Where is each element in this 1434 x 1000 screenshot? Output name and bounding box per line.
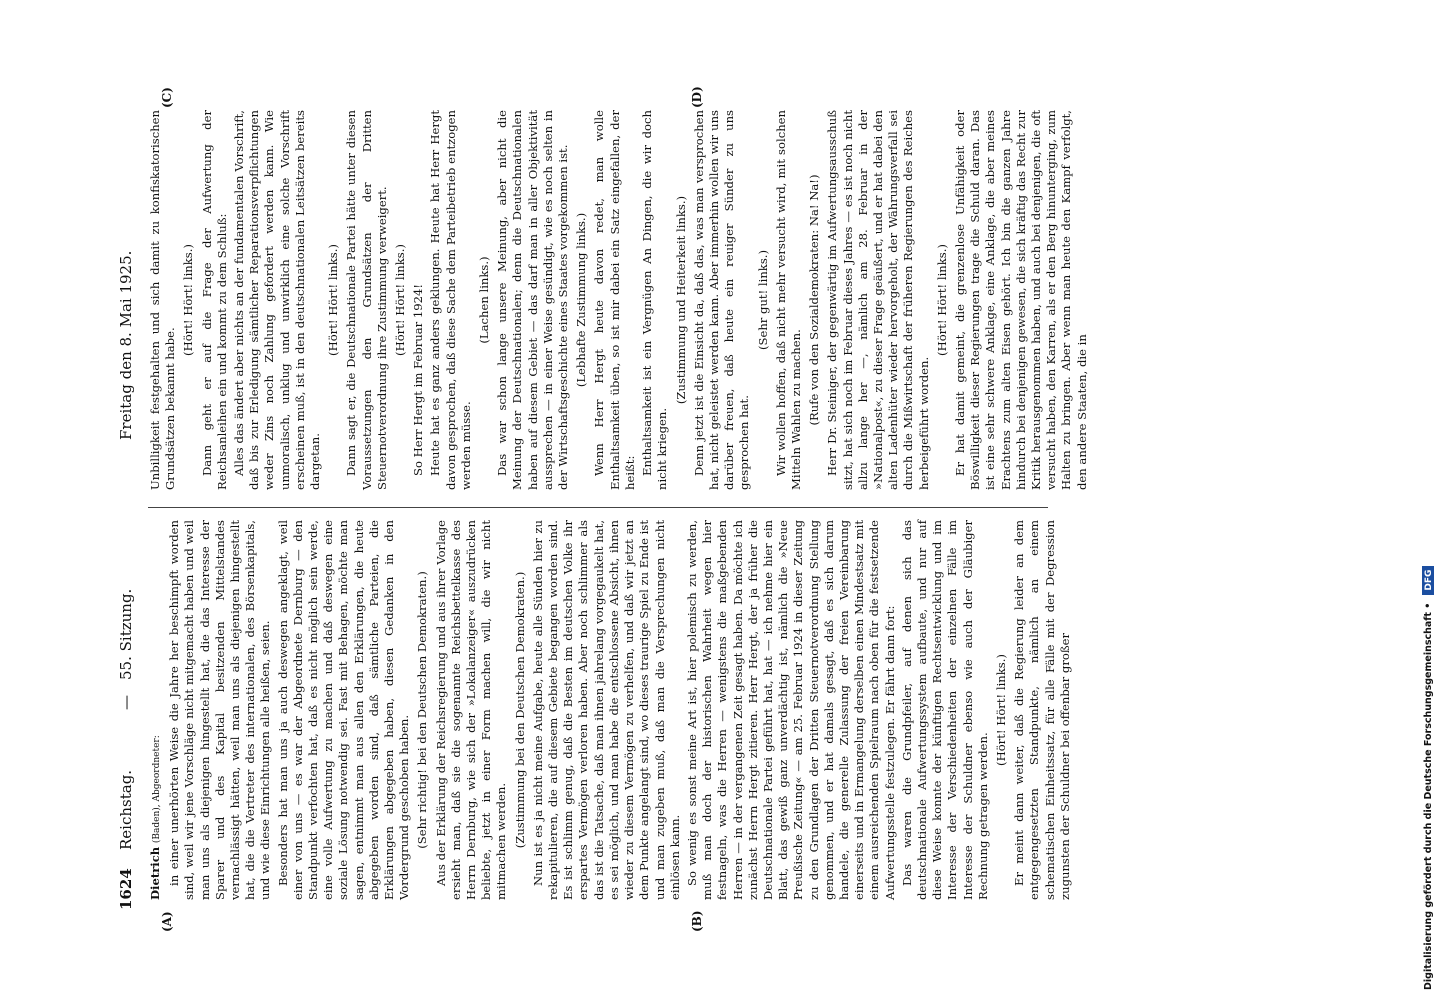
page-header <box>114 110 138 910</box>
paragraph: Heute hat es ganz anders geklungen. Heute hat Herr Hergt davon gesprochen, daß diese Sache dem Parteibetrieb entzogen werden müsse. <box>428 110 473 490</box>
side-stamp <box>1418 10 1434 990</box>
paragraph: Wir wollen hoffen, daß nicht mehr versucht wird, mit solchen Mitteln Wahlen zu machen. <box>773 110 803 490</box>
paragraph: Das war schon lange unsere Meinung, aber nicht die Meinung der Deutschnationalen; denn die Deutschnationalen haben auf diesem Gebiet — das darf man in aller Objektivität aussprechen — in einer Weise gesündigt, wie es noch selten in der Wirtschaftsgeschichte eines Staates vorgekommen ist. <box>495 110 571 490</box>
paragraph: Unbilligkeit festgehalten und sich damit zu konfiskatorischen Grundsätzen bekannt habe. <box>148 110 178 490</box>
quotation: Das waren die Grundpfeiler, auf denen sich das deutschnationale Aufwertungssystem aufbaute, und nur auf diese Weise konnte der künftigen Rechtsentwicklung und im Interesse der Verschiedenheiten der einzelnen Fälle im Interesse der Schuldner ebenso wie auch der Gläubiger Rechnung getragen werden. <box>899 520 990 900</box>
speaker-note: (Baden), Abgeordneter: <box>152 735 162 844</box>
paragraph: Aus der Erklärung der Reichsregierung und aus ihrer Vorlage ersieht man, daß sie die sogenannte Reichsbettelkasse des Herrn Dernburg, wie sich der »Lokalanzeiger« auszudrücken beliebte, jetzt in einer Form machen will, die wir nicht mitmachen werden. <box>433 520 509 900</box>
interjection: (Lachen links.) <box>477 256 492 344</box>
quotation: Enthaltsamkeit ist ein Vergnügen An Dingen, die wir doch nicht kriegen. <box>640 110 670 490</box>
interjection: (Sehr gut! links.) <box>755 250 770 350</box>
margin-marker-d: (D) <box>690 86 704 108</box>
paragraph: So Herr Hergt im Februar 1924! <box>411 283 426 476</box>
quotation: Alles das ändert aber nichts an der fundamentalen Vorschrift, daß bis zur Erledigung sämtlicher Reparationsverpflichtungen weder Zins noch Zahlung gefordert werden kann. Wie unmoralisch, unklug und unwirklich eine solche Vorschrift erscheinen muß, ist in den deutschnationalen Leitsätzen bereits dargetan. <box>232 110 323 490</box>
paragraph: Denn jetzt ist die Einsicht da, daß das, was man versprochen hat, nicht geleistet werden kann. Aber immerhin wollen wir uns darüber freuen, daß heute ein reuiger Sünder zu uns gesprochen hat. <box>691 110 752 490</box>
header-separator: — <box>117 695 135 710</box>
interjection: (Lebhafte Zustimmung links.) <box>574 212 589 388</box>
paragraph: in einer unerhörten Weise die Jahre her beschimpft worden sind, weil wir jene Vorschläge nicht mitgemacht haben und weil man uns als diejenigen hingestellt hat, die das Interesse der Sparer und des Kapital besitzenden Mittelstandes vernachlässigt hätten, weil man uns als diejenigen hingestellt hat, die die Vertreter des internationalen, des Börsenkapitals, und wie diese Einrichtungen alle heißen, seien. <box>167 520 273 900</box>
document-page <box>100 80 1420 940</box>
header-date: Freitag den 8. Mai 1925. <box>117 250 135 440</box>
interjection: (Sehr richtig! bei den Deutschen Demokraten.) <box>415 571 430 849</box>
stamp-text: Digitalisierung gefördert durch die Deutsche Forschungsgemeinschaft • <box>1423 602 1434 990</box>
interjection: (Zustimmung bei den Deutschen Demokraten.) <box>512 571 527 849</box>
interjection: (Hört! Hört! links.) <box>326 244 341 356</box>
paragraph: Wenn Herr Hergt heute davon redet, man wolle Enthaltsamkeit üben, so ist mir dabei ein Satz eingefallen, der heißt: <box>592 110 637 490</box>
paragraph: Nun ist es ja nicht meine Aufgabe, heute alle Sünden hier zu rekapitulieren, die auf diesem Gebiete begangen worden sind. Es ist schlimm genug, daß die Besten im deutschen Volke ihr erspartes Vermögen verloren haben. Aber noch schlimmer als das ist die Tatsache, daß man ihnen jahrelang vorgegaukelt hat, es sei möglich, und man habe die entschlossene Absicht, ihnen wieder zu diesem Vermögen zu verhelfen, und daß wir jetzt an dem Punkte angelangt sind, wo dieses traurige Spiel zu Ende ist und man zugeben muß, daß man die Versprechungen nicht einlösen kann. <box>530 520 682 900</box>
dfg-logo: DFG <box>1422 566 1434 595</box>
interjection: (Hört! Hört! links.) <box>934 244 949 356</box>
speaker-name: Dietrich <box>148 846 162 900</box>
right-column <box>148 110 1092 490</box>
paragraph: Dann sagt er, die Deutschnationale Partei hätte unter diesen Voraussetzungen den Grundsätzen der Dritten Steuernotverordnung ihre Zustimmung verweigert. <box>344 110 389 490</box>
margin-marker-c: (C) <box>160 87 174 108</box>
interjection: (Rufe von den Sozialdemokraten: Na! Na!) <box>807 174 822 426</box>
header-session: 55. Sitzung. <box>117 588 135 680</box>
left-column <box>148 520 1075 900</box>
paragraph: So wenig es sonst meine Art ist, hier polemisch zu werden, muß man doch der historischen Wahrheit wegen hier festnageln, was die Herren — wenigstens die maßgebenden Herren — in der vergangenen Zeit gesagt haben. Da möchte ich zunächst Herrn Hergt zitieren. Herr Hergt, der ja früher die Deutschnationale Partei geführt hat, hat — ich nehme hier ein Blatt, das gewiß ganz unverdächtig ist, nämlich die »Neue Preußische Zeitung« — am 25. Februar 1924 in dieser Zeitung zu den Grundlagen der Dritten Steuernotverordnung Stellung genommen, und er hat damals gesagt, daß es sich darum handele, die generelle Zulassung der freien Vereinbarung einerseits und in Ermangelung derselben einen Mindestsatz mit einem ausreichenden Spielraum nach oben für die festsetzende Aufwertungsstelle festzulegen. Er fährt dann fort: <box>684 520 897 900</box>
paragraph: Herr Dr. Steiniger, der gegenwärtig im Aufwertungsausschuß sitzt, hat sich noch im Februar dieses Jahres — es ist noch nicht allzu lange her —, nämlich am 28. Februar in der »Nationalpost«, zu dieser Frage geäußert, und er hat dabei den alten Ladenhüter wieder hervorgeholt, der Währungsverfall sei durch die Mißwirtschaft der früheren Regierungen des Reiches herbeigeführt worden. <box>825 110 931 490</box>
header-title: Reichstag. <box>117 769 135 850</box>
margin-marker-a: (A) <box>160 911 174 932</box>
interjection: (Zustimmung und Heiterkeit links.) <box>673 195 688 405</box>
paragraph: Er hat damit gemeint, die grenzenlose Unfähigkeit oder Böswilligkeit dieser Regierungen trage die Schuld daran. Das ist eine sehr schwere Anklage, eine Anklage, die aber meines Erachtens zum alten Eisen gehört. Ich bin die ganzen Jahre hindurch bei denjenigen gewesen, die sich kräftig das Recht zur Kritik herausgenommen haben, und auch bei denjenigen, die oft versucht haben, den Karren, als er den Berg hinunterging, zum Halten zu bringen. Aber wenn man heute den Kampf verfolgt, den andere Staaten, die in <box>952 110 1089 490</box>
column-divider <box>148 507 1048 508</box>
interjection: (Hört! Hört! links.) <box>393 244 408 356</box>
margin-marker-b: (B) <box>690 910 704 932</box>
interjection: (Hört! Hört! links.) <box>181 244 196 356</box>
paragraph: Dann geht er auf die Frage der Aufwertung der Reichsanleihen ein und kommt zu dem Schluß: <box>199 110 229 490</box>
paragraph: Besonders hat man uns ja auch deswegen angeklagt, weil einer von uns — es war der Abgeordnete Dernburg — den Standpunkt verfochten hat, daß es nicht möglich sein werde, eine volle Aufwertung zu machen und daß deswegen eine soziale Lösung notwendig sei. Fast mit Behagen, möchte man sagen, entnimmt man aus allen den Erklärungen, die heute abgegeben worden sind, daß sämtliche Parteien, die Erklärungen abgegeben haben, diesen Gedanken in den Vordergrund geschoben haben. <box>275 520 412 900</box>
speaker-line <box>148 520 165 900</box>
interjection: (Hört! Hört! links.) <box>993 654 1008 766</box>
paragraph: Er meint dann weiter, daß die Regierung leider an dem entgegengesetzten Standpunkte, nämlich an einem schematischen Einheitssatz, für alle Fälle mit der Degression zugunsten der Schuldner bei offenbar großer <box>1012 520 1072 900</box>
page-number: 1624 <box>117 868 135 910</box>
